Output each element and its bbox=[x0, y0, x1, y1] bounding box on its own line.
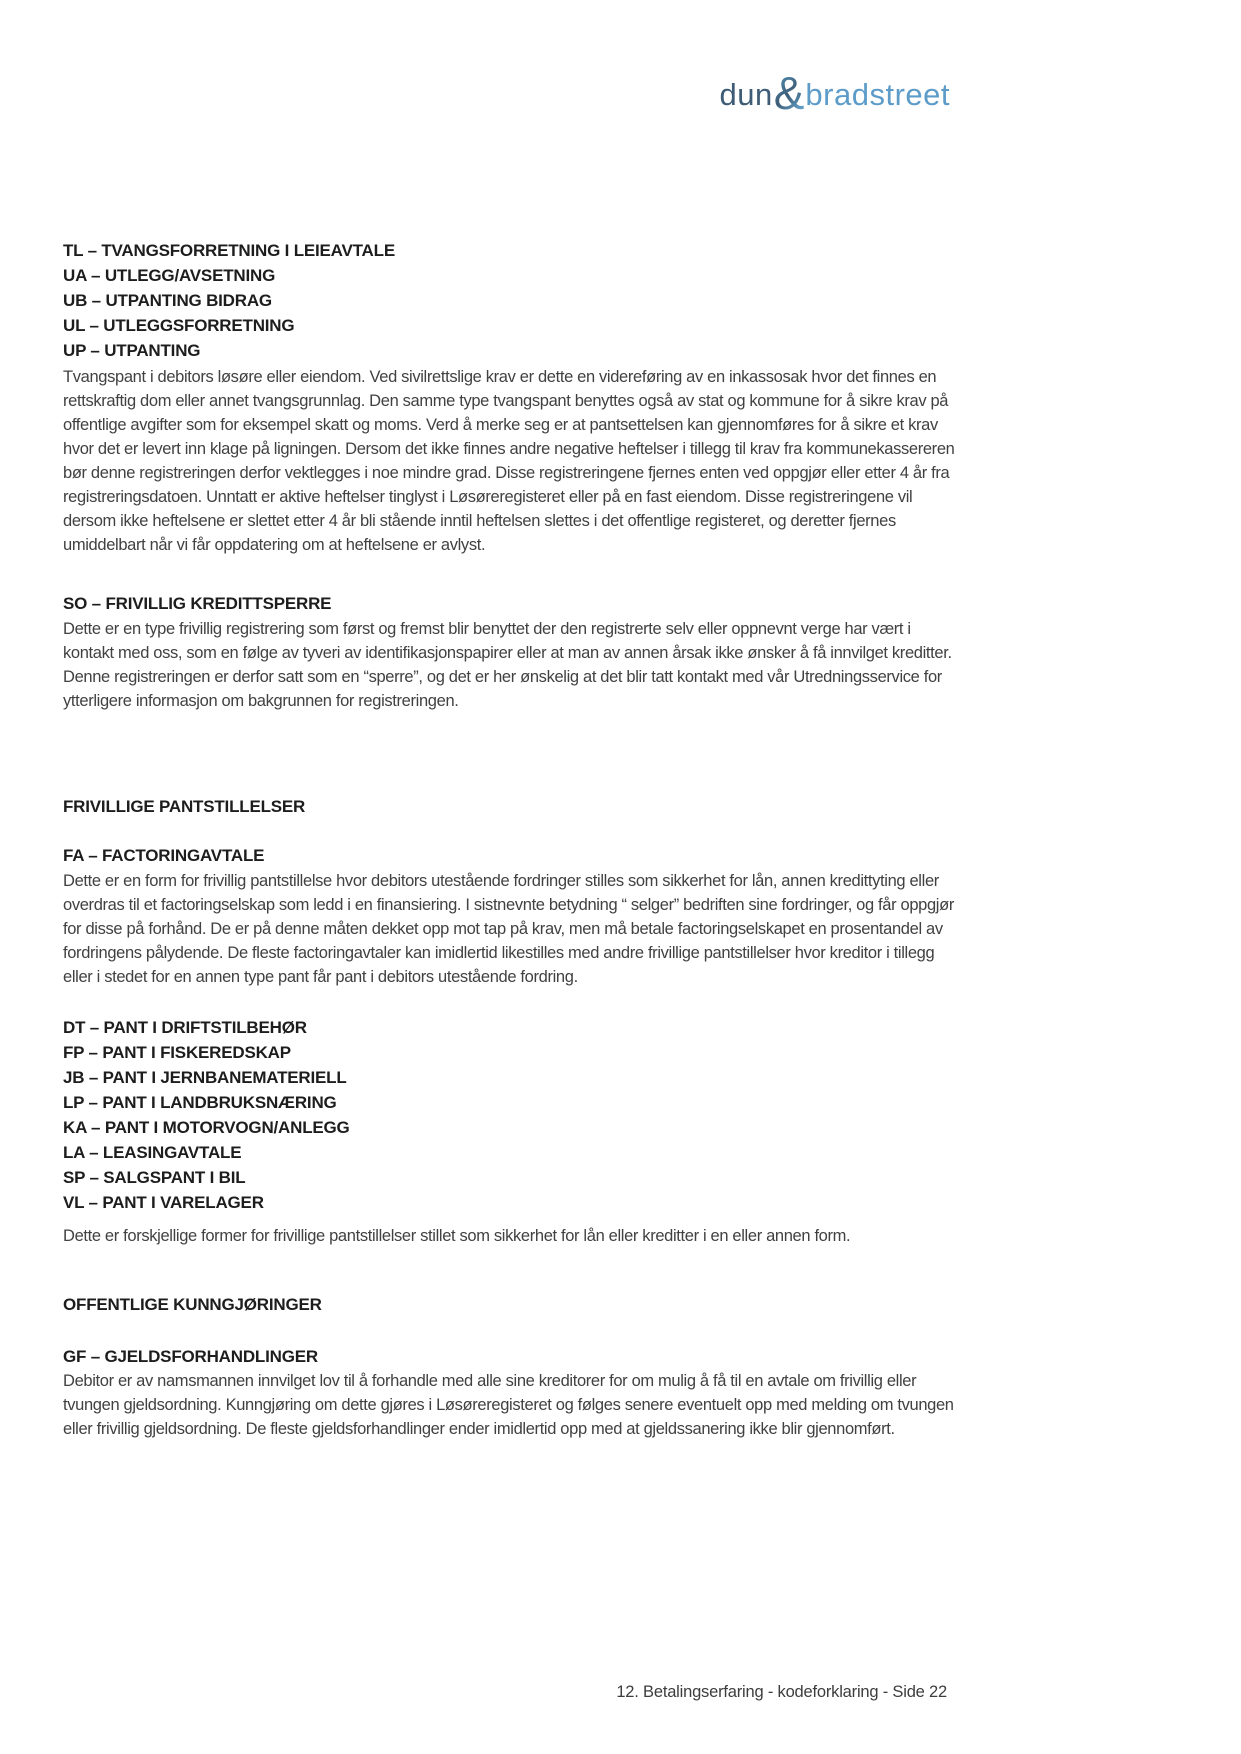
paragraph-so: Dette er en type frivillig registrering som først og fremst blir benyttet der den registrerte selv eller oppnevnt verge har vært i kontakt med oss, som en følge av tyveri av identifikasjonspapirer eller at man av annen årsak ikke ønsker å få innvilget kreditter. Denne registreringen er derfor satt som en “sperre”, og det er her ønskelig at det blir tatt kontakt med vår Utredningsservice for ytterligere informasjon om bakgrunnen for registreringen. bbox=[63, 620, 952, 710]
code-heading-ub: UB – UTPANTING BIDRAG bbox=[63, 291, 272, 310]
code-heading-tl: TL – TVANGSFORRETNING I LEIEAVTALE bbox=[63, 241, 395, 260]
logo-word-bradstreet: bradstreet bbox=[805, 77, 950, 112]
document-body bbox=[63, 238, 956, 1441]
code-heading-fa: FA – FACTORINGAVTALE bbox=[63, 846, 265, 865]
code-heading-sp: SP – SALGSPANT I BIL bbox=[63, 1168, 246, 1187]
logo-ampersand-icon: & bbox=[773, 67, 805, 119]
code-heading-gf: GF – GJELDSFORHANDLINGER bbox=[63, 1347, 318, 1366]
code-heading-so: SO – FRIVILLIG KREDITTSPERRE bbox=[63, 594, 332, 613]
paragraph-pant: Dette er forskjellige former for frivillige pantstillelser stillet som sikkerhet for lån eller kreditter i en eller annen form. bbox=[63, 1227, 851, 1245]
code-heading-jb: JB – PANT I JERNBANEMATERIELL bbox=[63, 1068, 347, 1087]
code-heading-fp: FP – PANT I FISKEREDSKAP bbox=[63, 1043, 291, 1062]
code-heading-group-pant bbox=[63, 1015, 956, 1215]
code-heading-group-tvangs bbox=[63, 238, 956, 363]
code-heading-la: LA – LEASINGAVTALE bbox=[63, 1143, 242, 1162]
paragraph-gf: Debitor er av namsmannen innvilget lov til å forhandle med alle sine kreditorer for om mulig å få til en avtale om frivillig eller tvungen gjeldsordning. Kunngjøring om dette gjøres i Løsøreregisteret og følges senere eventuelt opp med melding om tvungen eller frivillig gjeldsordning. De fleste gjeldsforhandlinger ender imidlertid opp med at gjeldssanering ikke blir gjennomført. bbox=[63, 1372, 954, 1438]
paragraph-tvangs: Tvangspant i debitors løsøre eller eiendom. Ved sivilrettslige krav er dette en videreføring av en inkassosak hvor det finnes en rettskraftig dom eller annet tvangsgrunnlag. Den samme type tvangspant benyttes også av stat og kommune for å sikre krav på offentlige avgifter som for eksempel skatt og moms. Verd å merke seg er at pantsettelsen kan gjennomføres for å sikre et krav hvor det er levert inn klage på ligningen. Dersom det ikke finnes andre negative heftelser i tillegg til krav fra kommunekassereren bør denne registreringen derfor vektlegges i noe mindre grad. Disse registreringene fjernes enten ved oppgjør eller etter 4 år fra registreringsdatoen. Unntatt er aktive heftelser tinglyst i Løsøreregisteret eller på en fast eiendom. Disse registreringene vil dersom ikke heftelsene er slettet etter 4 år bli stående inntil heftelsen slettes i det offentlige registeret, og deretter fjernes umiddelbart når vi får oppdatering om at heftelsene er avlyst. bbox=[63, 368, 955, 554]
code-heading-vl: VL – PANT I VARELAGER bbox=[63, 1193, 264, 1212]
code-heading-dt: DT – PANT I DRIFTSTILBEHØR bbox=[63, 1018, 307, 1037]
code-heading-up: UP – UTPANTING bbox=[63, 341, 201, 360]
logo-word-dun: dun bbox=[719, 77, 773, 112]
code-heading-ka: KA – PANT I MOTORVOGN/ANLEGG bbox=[63, 1118, 350, 1137]
paragraph-fa: Dette er en form for frivillig pantstillelse hvor debitors utestående fordringer stilles som sikkerhet for lån, annen kredittyting eller overdras til et factoringselskap som ledd i en finansiering. I sistnevnte betydning “ selger” bedriften sine fordringer, og får oppgjør for disse på forhånd. De er på denne måten dekket opp mot tap på krav, men må betale factoringselskapet en prosentandel av fordringens pålydende. De fleste factoringavtaler kan imidlertid likestilles med andre frivillige pantstillelser hvor kreditor i tillegg eller i stedet for en annen type pant får pant i debitors utestående fordring. bbox=[63, 872, 954, 986]
section-heading-frivillige-pantstillelser: FRIVILLIGE PANTSTILLELSER bbox=[63, 797, 306, 816]
code-heading-ua: UA – UTLEGG/AVSETNING bbox=[63, 266, 276, 285]
section-heading-offentlige-kunngjoringer: OFFENTLIGE KUNNGJØRINGER bbox=[63, 1295, 322, 1314]
code-heading-ul: UL – UTLEGGSFORRETNING bbox=[63, 316, 295, 335]
dun-bradstreet-logo bbox=[719, 66, 951, 119]
code-heading-lp: LP – PANT I LANDBRUKSNÆRING bbox=[63, 1093, 337, 1112]
page-footer: 12. Betalingserfaring - kodeforklaring - Side 22 bbox=[616, 1683, 947, 1701]
